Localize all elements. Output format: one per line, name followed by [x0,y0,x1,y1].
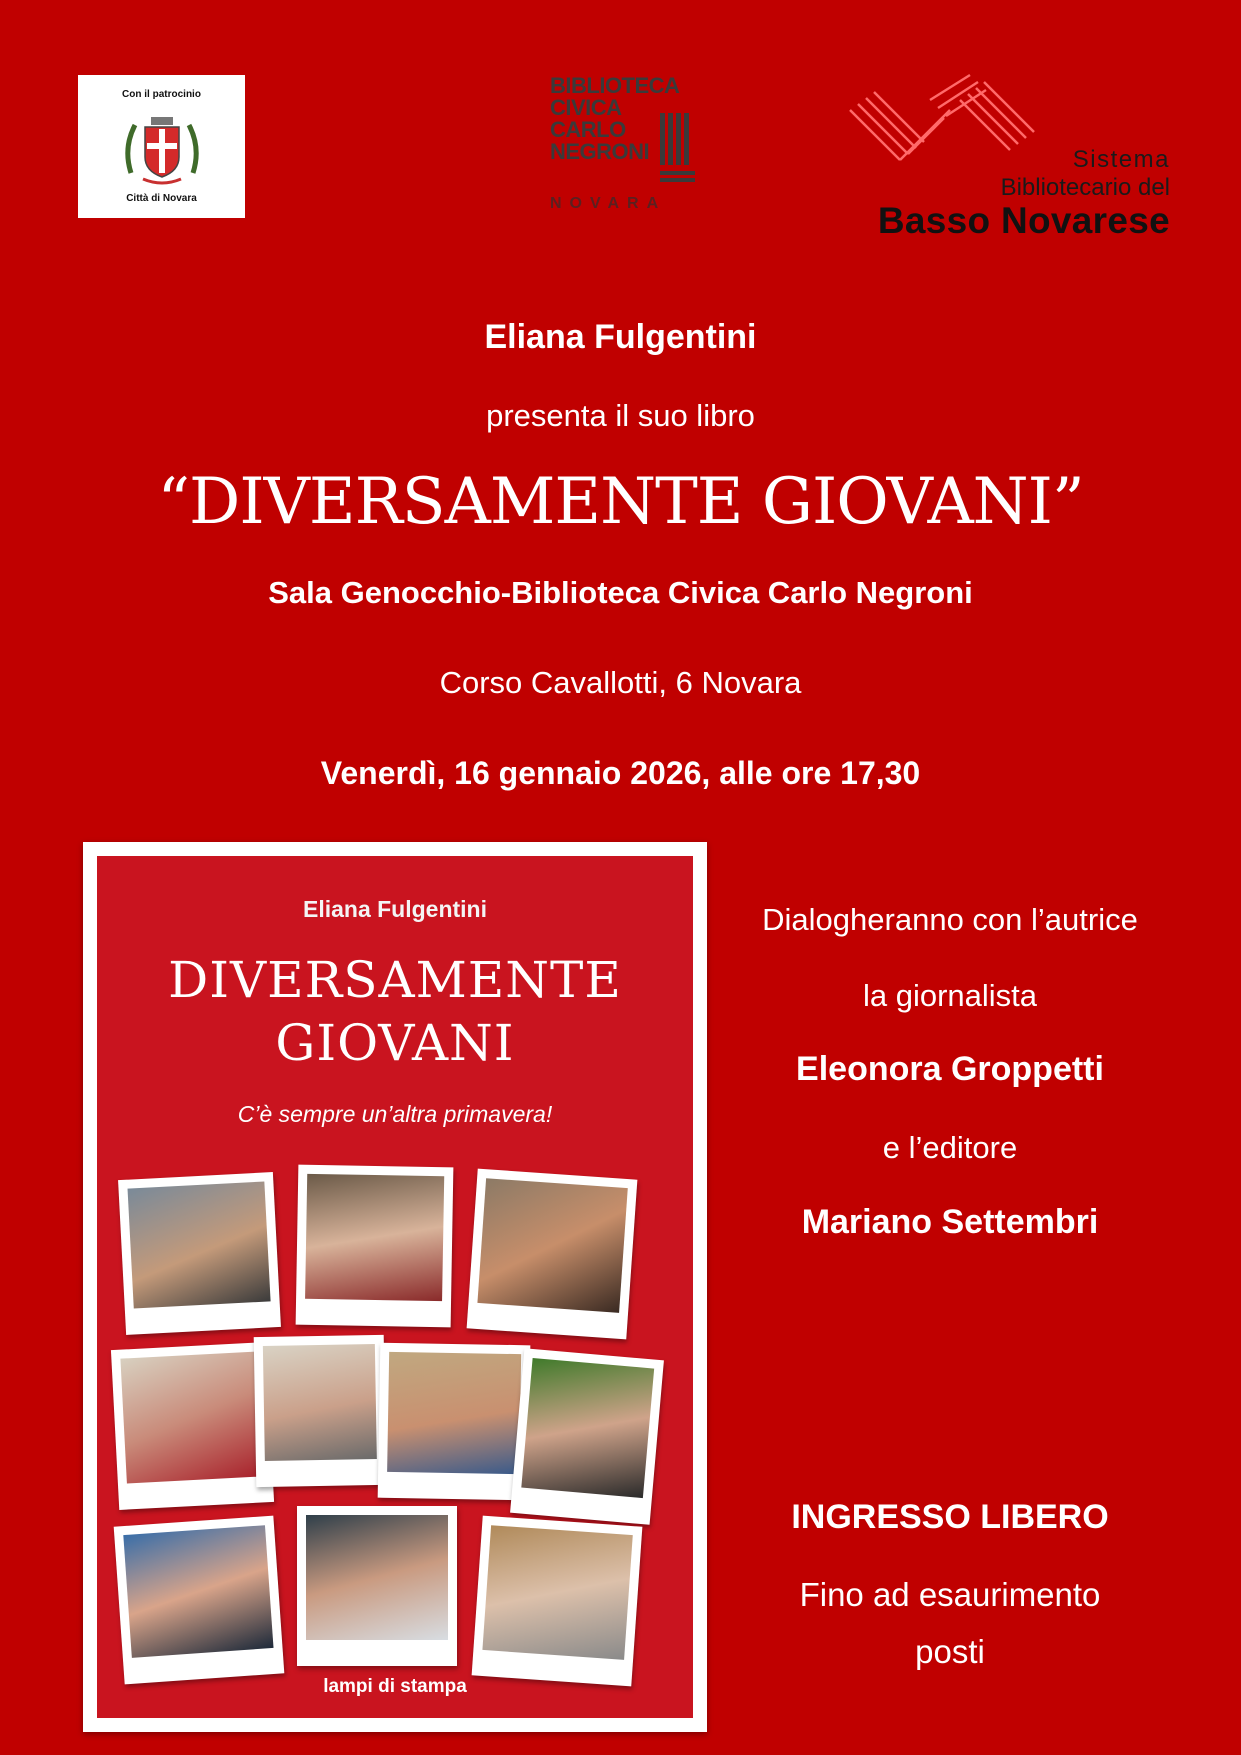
seats-note-line2: posti [915,1633,985,1670]
cover-photo [254,1335,387,1487]
cover-photo [114,1516,285,1685]
cover-photo [111,1342,274,1510]
cover-photo [297,1506,457,1666]
seats-note-line1: Fino ad esaurimento [799,1576,1101,1613]
cover-photo [378,1343,531,1501]
city-crest-icon [121,113,203,185]
cover-title-line2: GIOVANI [275,1014,515,1072]
library-name-line: NEGRONI [550,139,650,164]
event-date: Venerdì, 16 gennaio 2026, alle ore 17,30 [320,755,921,791]
cover-photo [467,1169,638,1340]
library-mark-icon [660,113,695,188]
library-name-line: CARLO [550,117,626,142]
library-city: NOVARA [550,195,667,212]
library-system-mark-icon [840,70,1040,180]
free-entry: INGRESSO LIBERO [791,1498,1109,1536]
event-venue: Sala Genocchio-Biblioteca Civica Carlo Negroni [268,575,973,610]
library-name-line: CIVICA [550,95,622,120]
cover-photo [510,1348,664,1525]
patronage-logo [78,75,245,218]
library-system-line1: Sistema [1072,146,1170,173]
event-address: Corso Cavallotti, 6 Novara [439,665,802,700]
library-name-line: BIBLIOTECA [550,73,680,98]
book-cover [83,842,707,1732]
event-presents: presenta il suo libro [486,398,755,433]
cover-photo [296,1165,454,1328]
library-system-logo [840,70,1170,245]
library-logo [550,75,695,215]
editor-name: Mariano Settembri [801,1203,1099,1241]
cover-photo [472,1516,643,1687]
dialogue-intro: Dialogheranno con l’autrice [762,902,1138,937]
book-title: “DIVERSAMENTE GIOVANI” [157,465,1084,539]
journalist-role: la giornalista [862,978,1038,1013]
library-system-line3: Basso Novarese [877,200,1170,241]
cover-publisher: lampi di stampa [323,1676,467,1697]
patronage-city: Città di Novara [126,193,197,204]
cover-author: Eliana Fulgentini [302,896,487,922]
cover-subtitle: C’è sempre un’altra primavera! [237,1101,553,1127]
event-author: Eliana Fulgentini [484,318,757,356]
cover-title-line1: DIVERSAMENTE [168,951,622,1009]
editor-role: e l’editore [882,1130,1018,1165]
book-cover-art [97,856,693,1718]
journalist-name: Eleonora Groppetti [796,1050,1104,1088]
cover-photo [118,1172,281,1335]
patronage-caption: Con il patrocinio [122,89,201,100]
library-system-line2: Bibliotecario del [1000,174,1170,201]
